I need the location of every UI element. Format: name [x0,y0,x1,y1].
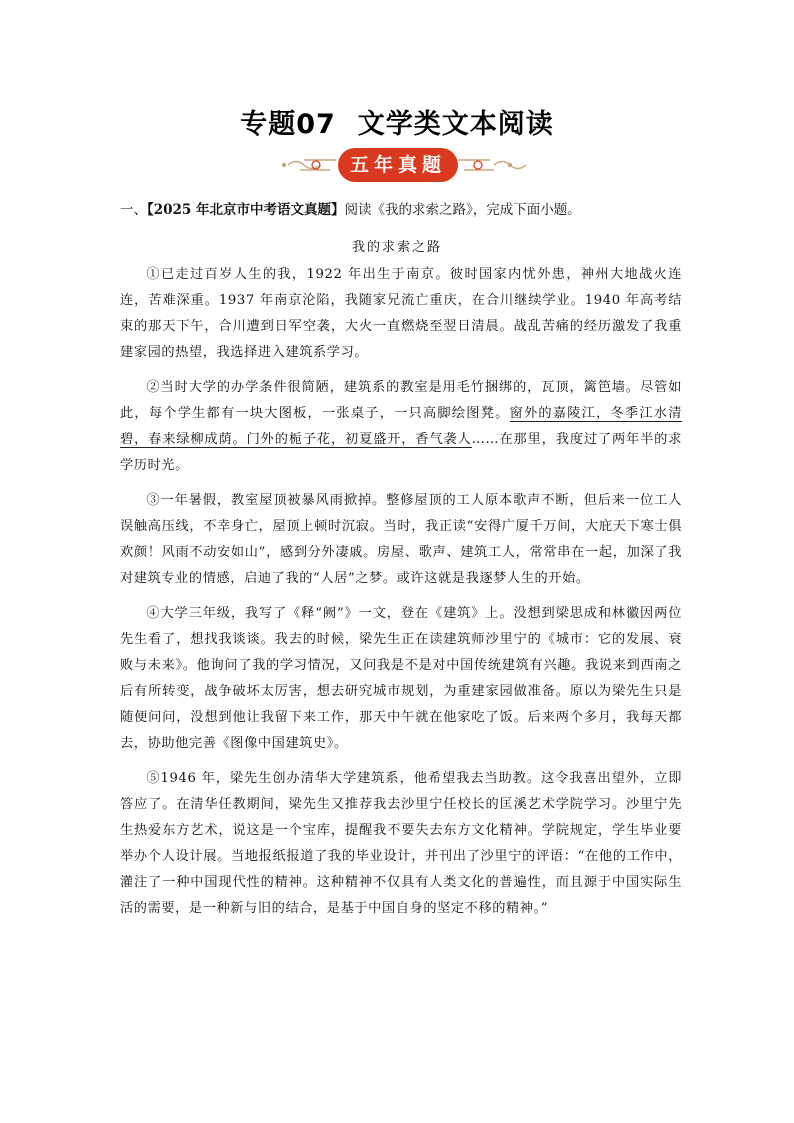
question-instruction: 阅读《我的求索之路》，完成下面小题。 [344,202,581,218]
banner-label: 五年真题 [338,148,458,182]
paragraph-4: ④大学三年级，我写了《释“阙”》一文，登在《建筑》上。没想到梁思成和林徽因两位先生看了，想找我谈谈。我去的时候，梁先生正在读建筑师沙里宁的《城市：它的发展、衰败与未来》。他询问了我的学习情况，又问我是不是对中国传统建筑有兴趣。我说来到西南之后有所转变，战争破坏太厉害，想去研究城市规划，为重建家园做准备。原以为梁先生只是随便问问，没想到他让我留下来工作，那天中午就在他家吃了饭。后来两个多月，我每天都去，协助他完善《图像中国建筑史》。 [120,606,682,751]
paragraph-1: ①已走过百岁人生的我，1922 年出生于南京。彼时国家内忧外患，神州大地战火连连，苦难深重。1937 年南京沦陷，我随家兄流亡重庆，在合川继续学业。1940 年高考结束的那天下午，合川遭到日军空袭，大火一直燃烧至翌日清晨。战乱苦痛的经历激发了我重建家园的热望，我选择进入建筑系学习。 [120,267,682,360]
article-title: 我的求索之路 [351,240,442,255]
title-number: 07 [296,109,336,140]
paragraph-3: ③一年暑假，教室屋顶被暴风雨掀掉。整修屋顶的工人原本歌声不断，但后来一位工人误触高压线，不幸身亡，屋顶上顿时沉寂。当时，我正读“安得广厦千万间，大庇天下寒士俱欢颜！风雨不动安如山”，感到分外凄戚。房屋、歌声、建筑工人，常常串在一起，加深了我对建筑专业的情感，启迪了我的“人居”之梦。或许这就是我逐梦人生的开始。 [120,493,682,586]
title-prefix: 专题 [240,109,297,140]
question-source: 【2025 年北京市中考语文真题】 [147,202,345,218]
paragraph-2 [120,375,682,479]
paragraph-5: ⑤1946 年，梁先生创办清华大学建筑系，他希望我去当助教。这令我喜出望外，立即答应了。在清华任教期间，梁先生又推荐我去沙里宁任校长的匡溪艺术学院学习。沙里宁先生热爱东方艺术，说这是一个宝库，提醒我不要失去东方文化精神。学院规定，学生毕业要举办个人设计展。当地报纸报道了我的毕业设计，并刊出了沙里宁的评语：“在他的工作中，灌注了一种中国现代性的精神。这种精神不仅具有人类文化的普遍性，而且源于中国实际生活的需要，是一种新与旧的结合，是基于中国自身的坚定不移的精神。” [120,771,682,916]
paragraph-2-ending: ……在那里，我度过了两年半的求学历时光。 [120,432,682,473]
article-body [120,262,682,922]
question-number: 一、 [120,202,147,218]
title-subject: 文学类文本阅读 [357,109,554,140]
paragraph-2-text: ②当时大学的办学条件很简陋，建筑系的教室是用毛竹捆绑的，瓦顶，篱笆墙。尽管如此，每个学生都有一块大图板，一张桌子，一只高脚绘图凳。 [120,380,682,421]
underlined-passage: 窗外的嘉陵江，冬季江水清碧，春来绿柳成荫。门外的栀子花，初夏盛开，香气袭人 [120,406,682,447]
question-prompt [120,199,720,221]
page-title [0,102,794,141]
